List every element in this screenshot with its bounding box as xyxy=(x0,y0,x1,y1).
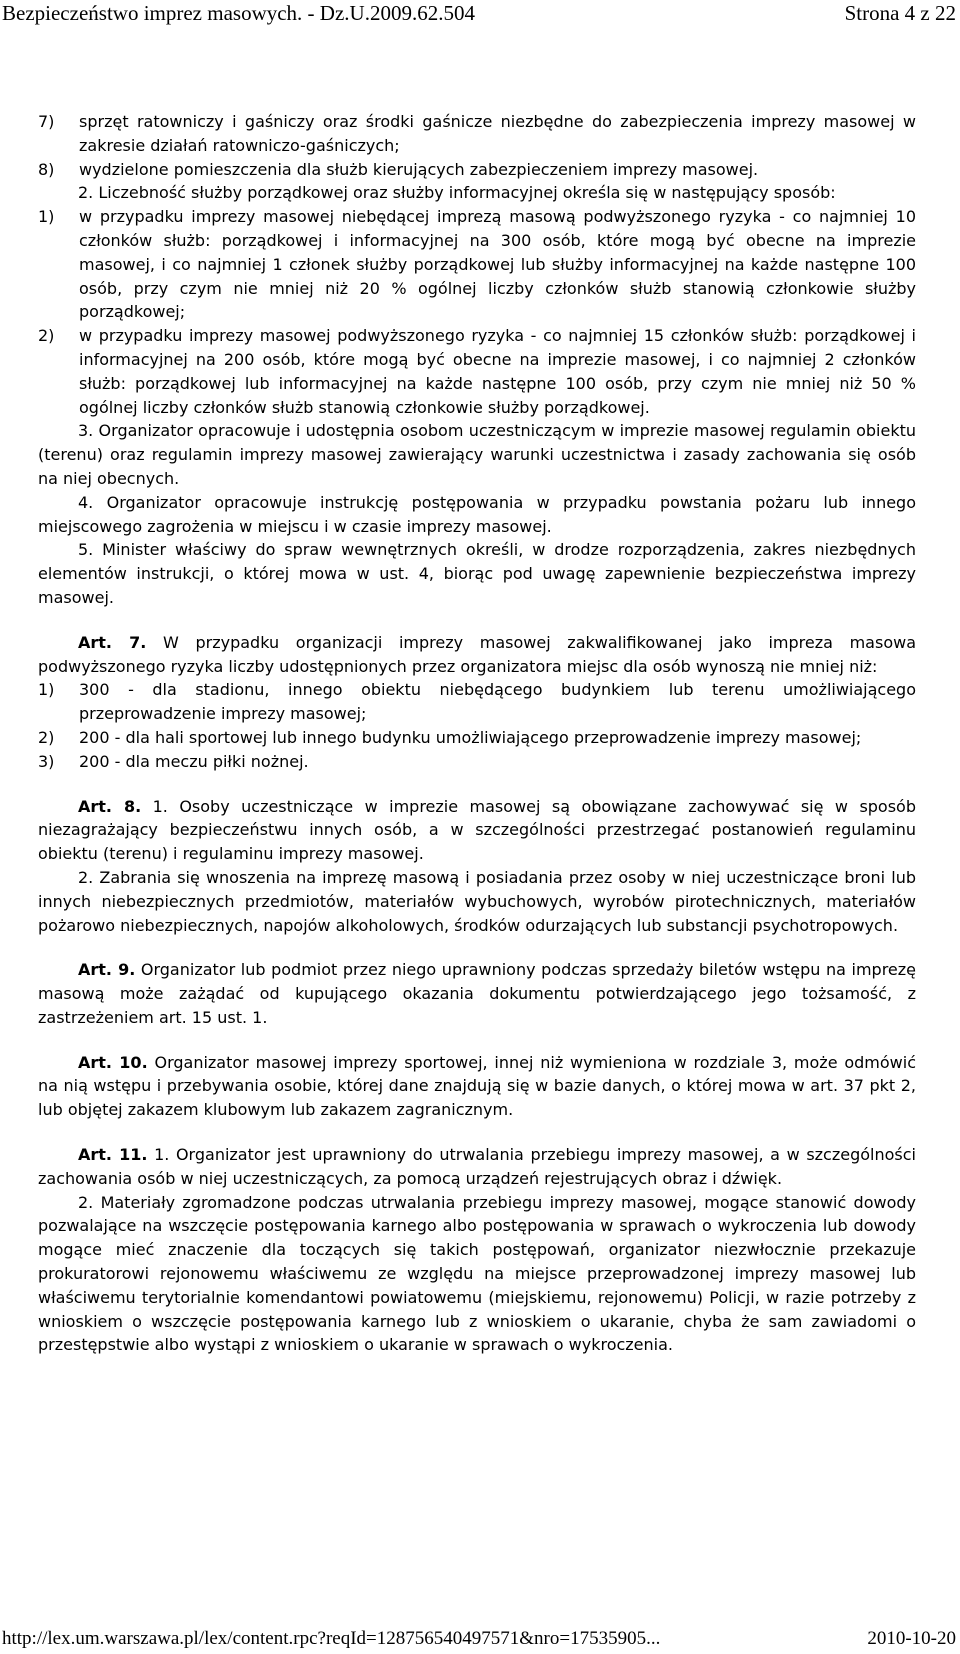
list-text: 300 - dla stadionu, innego obiektu niebędącego budynkiem lub terenu umożliwiającego przeprowadzenie imprezy masowej; xyxy=(79,680,916,724)
list-number: 2) xyxy=(38,727,55,747)
paragraph-art6-3: 3. Organizator opracowuje i udostępnia osobom uczestniczącym w imprezie masowej regulamin obiektu (terenu) oraz regulamin imprezy masowej zawierający warunki uczestnictwa i zasady zachowania się osób na niej obecnych. xyxy=(38,421,916,488)
paragraph-art6-2: 2. Liczebność służby porządkowej oraz służby informacyjnej określa się w następujący sposób: xyxy=(78,183,836,203)
article-text: 1. Osoby uczestniczące w imprezie masowej są obowiązane zachowywać się w sposób niezagrażający bezpieczeństwu innych osób, a w szczególności przestrzegać postanowień regulaminu obiektu (terenu) i regulaminu imprezy masowej. xyxy=(38,796,917,864)
page-footer xyxy=(0,1626,960,1652)
article-label: Art. 8. xyxy=(78,796,142,816)
page-number: Strona 4 z 22 xyxy=(844,1,956,25)
list-number: 7) xyxy=(38,112,55,131)
paragraph-art11-2: 2. Materiały zgromadzone podczas utrwalania przebiegu imprezy masowej, mogące stanowić dowody pozwalające na wszczęcie postępowania karnego albo postępowania w sprawach o wykroczenia lub dowody mogące mieć znaczenie dla toczących się takich postępowań, organizator niezwłocznie przekazuje prokuratorowi rejonowemu właściwemu ze względu na miejsce przeprowadzonej imprezy masowej lub właściwemu terytorialnie komendantowi powiatowemu (miejskiemu, rejonowemu) Policji, w razie potrzeby z wnioskiem o wszczęcie postępowania karnego lub z wnioskiem o ukaranie, chyba że sam zawiadomi o przestępstwie albo wystąpi z wnioskiem o ukaranie w sprawach o wykroczenia. xyxy=(38,1192,916,1355)
source-url: http://lex.um.warszawa.pl/lex/content.rpc?reqId=128756540497571&nro=17535905... xyxy=(2,1628,661,1649)
article-7 xyxy=(38,631,916,679)
article-text: Organizator lub podmiot przez niego uprawniony podczas sprzedaży biletów wstępu na imprezę masową może zażądać od kupującego okazania dokumentu potwierdzającego jego tożsamość, z zastrzeżeniem art. 15 ust. 1. xyxy=(38,960,917,1027)
article-label: Art. 10. xyxy=(78,1052,148,1072)
document-title: Bezpieczeństwo imprez masowych. - Dz.U.2009.62.504 xyxy=(2,1,475,25)
article-text: Organizator masowej imprezy sportowej, innej niż wymieniona w rozdziale 3, może odmówić na nią wstępu i przebywania osobie, której dane znajdują się w bazie danych, o której mowa w art. 37 pkt 2, lub objętej zakazem klubowym lub zakazem zagranicznym. xyxy=(38,1052,916,1120)
article-10 xyxy=(38,1051,916,1122)
list-text: sprzęt ratowniczy i gaśniczy oraz środki gaśnicze niezbędne do zabezpieczenia imprezy masowej w zakresie działań ratowniczo-gaśniczych; xyxy=(79,112,916,155)
article-8 xyxy=(38,795,916,866)
list-number: 2) xyxy=(38,326,55,346)
article-11 xyxy=(38,1143,916,1191)
list-text: wydzielone pomieszczenia dla służb kierujących zabezpieczeniem imprezy masowej. xyxy=(79,159,759,179)
article-label: Art. 9. xyxy=(78,960,136,980)
list-text: 200 - dla hali sportowej lub innego budynku umożliwiającego przeprowadzenie imprezy masowej; xyxy=(79,727,862,747)
list-text: w przypadku imprezy masowej podwyższonego ryzyka - co najmniej 15 członków służb: porządkowej i informacyjnej na 200 osób, które mogą być obecne na imprezie masowej, i co najmniej 2 członków służb: porządkowej lub informacyjnej na każde następne 100 osób, przy czym nie mniej niż 50 % ogólnej liczby członków służb stanowią członkowie służby porządkowej. xyxy=(79,326,916,417)
list-number: 3) xyxy=(38,751,55,771)
list-item xyxy=(38,110,916,158)
article-label: Art. 11. xyxy=(78,1145,148,1165)
list-item xyxy=(38,205,916,324)
article-text: 1. Organizator jest uprawniony do utrwalania przebiegu imprezy masowej, a w szczególności zachowania osób w niej uczestniczących, za pomocą urządzeń rejestrujących obraz i dźwięk. xyxy=(38,1145,916,1188)
list-text: 200 - dla meczu piłki nożnej. xyxy=(79,751,309,771)
list-number: 8) xyxy=(38,159,55,179)
list-item xyxy=(38,726,916,750)
list-text: w przypadku imprezy masowej niebędącej imprezą masową podwyższonego ryzyka - co najmniej 10 członków służb: porządkowej i informacyjnej na 300 osób, które mogą być obecne na imprezie masowej, i co najmniej 1 członek służby porządkowej lub służby informacyjnej na każde następne 100 osób, przy czym nie mniej niż 20 % ogólnej liczby członków służb stanowią członkowie służby porządkowej; xyxy=(79,207,916,322)
paragraph-art8-2: 2. Zabrania się wnoszenia na imprezę masową i posiadania przez osoby w niej uczestniczące broni lub innych niebezpiecznych przedmiotów, materiałów wybuchowych, wyrobów pirotechnicznych, materiałów pożarowo niebezpiecznych, napojów alkoholowych, środków odurzających lub substancji psychotropowych. xyxy=(38,867,916,935)
list-item xyxy=(38,678,916,726)
list-item xyxy=(38,158,916,182)
list-number: 1) xyxy=(38,680,55,700)
paragraph-art6-4: 4. Organizator opracowuje instrukcję postępowania w przypadku powstania pożaru lub innego miejscowego zagrożenia w miejscu i w czasie imprezy masowej. xyxy=(38,492,916,536)
list-item xyxy=(38,750,916,774)
article-label: Art. 7. xyxy=(78,632,147,652)
page-header xyxy=(0,0,960,26)
document-body xyxy=(38,110,916,1357)
article-9 xyxy=(38,958,916,1029)
list-item xyxy=(38,324,916,419)
print-date: 2010-10-20 xyxy=(867,1628,956,1649)
paragraph-art6-5: 5. Minister właściwy do spraw wewnętrznych określi, w drodze rozporządzenia, zakres niezbędnych elementów instrukcji, o której mowa w ust. 4, biorąc pod uwagę zapewnienie bezpieczeństwa imprezy masowej. xyxy=(38,540,916,607)
list-number: 1) xyxy=(38,207,55,227)
article-text: W przypadku organizacji imprezy masowej zakwalifikowanej jako impreza masowa podwyższonego ryzyka liczby udostępnionych przez organizatora miejsc dla osób wynoszą nie mniej niż: xyxy=(38,632,917,676)
